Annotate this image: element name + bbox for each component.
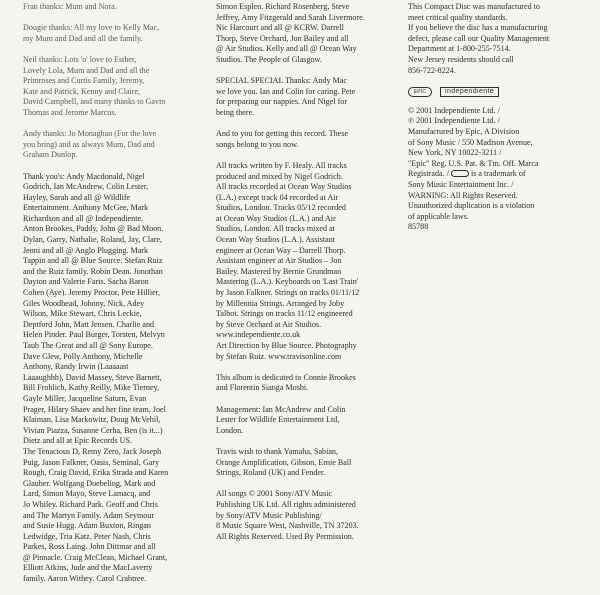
thank-yous-continued: Simon Esplen. Richard Rosenberg, Steve Jeffrey, Amy Fitzgerald and Sarah Livermore. Nic Harcourt and all @ KCRW. Darrell Thorp, Steve Orchard, Jon Bailey and all @ Air Studios. Kelly and all @ Ocean Way Studios. The People of Glasgow. [216,2,365,64]
production-credits: All tracks written by F. Healy. All tracks produced and mixed by Nigel Godrich. All tracks recorded at Ocean Way Studios (L.A.) except track 04 recorded at Air Studios, London. Tracks 05/12 recorded at Ocean Way Studios (L.A.) and Air Studios, London. All tracks mixed at Ocean Way Studios (L.A.). Assistant engineer at Ocean Way – Darrell Thorp. Assistant engineer at Air Studios – Jon Bailey. Mastered by Bernie Grundman Mastering (L.A.). Keyboards on 'Last Train' by Jason Falkner. Strings on tracks 01/11/12 by Millennia Strings. Arranged by Joby Talbot. Strings on tracks 11/12 engineered by Steve Orchard at Air Studios. www.independiente.co.uk Art Direction by Blue Source. Photography by Stefan Ruiz. www.travisonline.com [216,160,360,361]
neil-thanks: Neil thanks: Lots 'o' love to Esther, Lovely Lola, Mum and Dad and all the Primroses and Curtis Family, Jeremy, Kate and Patrick, Kenny and Claire, David Campbell, and many thanks to Gavin Thomas and Jerome Marcus. [23,54,166,117]
fran-thanks: Fran thanks: Mum and Nora. [23,2,117,11]
quality-notice: This Compact Disc was manufactured to meet critical quality standards. If you believe the disc has a manufacturing defect, please call our Quality Management Department at 1-800-255-7514. New Jersey residents should call 856-722-8224. [408,2,550,75]
independiente-logo: independiente [440,87,499,97]
column-right [408,2,584,243]
column-middle [216,2,398,553]
management-credit: Management: Ian McAndrew and Colin Lester for Wildlife Entertainment Ltd, London. [216,404,346,435]
epic-logo: EPIC [408,87,432,97]
copyright-text: © 2001 Independiente Ltd. / ℗ 2001 Independiente Ltd. / Manufactured by Epic, A Division of Sony Music / 550 Madison Avenue, New York, NY 10022-3211 / "Epic" Reg. U.S. Pat. & Tm. Off. Marca Registrada. / [408,105,539,179]
general-thank-yous: Thank you's: Andy Macdonald, Nigel Godrich, Ian McAndrew, Colin Lester, Hayley, Sarah and all @ Wildlife Entertainment. Anthony McGee, Mark Richardson and all @ Independiente. Anton Brookes, Paddy, John @ Bad Moon. Dylan, Garry, Nathalie, Roland, Jay, Clare, Jenni and all @ Anglo Plugging. Mark Tappin and all @ Blue Source. Stefan Ruiz and the Ruiz family. Robin Dean. Jonothan Dayton and Valerie Faris. Sacha Baron Cohen (Aye). Jeremy Proctor, Pete Hillier, Giles Woodhead, Johnny, Nick, Adey Wilson, Mike Stewart, Chris Leckie, Deptford John, Matt Jensen. Charlie and Helen Pinder. Paul Burger, Torsten, Melvyn Taub The Great and all @ Sony Europe. Dave Glew, Polly Anthony, Michelle Anthony, Randy Irwin (Laaaaast Laaaughhh), David Massey, Steve Barnett, Bill Frohlich, Kathy Reilly, Mike Tierney, Gayle Miller, Jacqueline Saturn, Evan Prager, Hilary Shaev and her fine team, Joel Klaiman, Lisa Markowitz, Doug McVehil, Vivian Piazza, Susanne Cerha, Ben (is it...) Dietz and all at Epic Records US. The Tenacious D, Remy Zero, Jack Joseph Puig, Jason Falkner, Oasis, Seminal, Gary Rough, Craig David, Erika Strada and Karen Glauber. Wolfgang Doebeling, Mark and Lard, Simon Mayo, Steve Lamacq, and Jo Whiley. Richard Park. Geoff and Chris and The Martyn Family. Adam Seymour and Susie Hugg. Adam Buxton, Ringan Ledwidge, Tria Katz. Peter Nash, Chris Parkes, Ross Laing. John Dittmar and all @ Pinnacle. Craig McClean, Michael Grant, Elliott Atkins, Jude and the MacLaverty family. Aaron Withey. Carol Crabtree. [23,171,169,584]
label-logos [408,87,584,97]
epic-trademark-icon [451,170,469,177]
column-left [23,2,205,595]
equipment-thanks: Travis wish to thank Yamaha, Sabian, Orange Amplification, Gibson, Ernie Ball Strings, Roland (UK) and Fender. [216,446,352,478]
trademark-text: is a trademark of Sony Music Entertainment Inc. / WARNING: All Rights Reserved. Unauthorized duplication is a violation of applicable laws. 85788 [408,169,535,232]
dougie-thanks: Dougie thanks: All my love to Kelly Mac, my Mum and Dad and all the family. [23,23,160,43]
special-thanks: SPECIAL SPECIAL Thanks: Andy Mac we love you. Ian and Colin for caring. Pete for preparing our nappies. And Nigel for being there. [216,76,356,117]
copyright-notice [408,106,584,233]
publishing-notice: All songs © 2001 Sony/ATV Music Publishing UK Ltd. All rights administered by Sony/ATV Music Publishing/ 8 Music Square West, Nashville, TN 37203. All Rights Reserved. Used By Permission. [216,489,359,541]
andy-thanks: Andy thanks: Jo Monaghan (For the love you bring) and as always Mum, Dad and Graham Dunlop. [23,129,157,160]
album-dedication: This album is dedicated to Connie Brookes and Florentin Sianga Moshi. [216,372,356,393]
dedication-to-listener: And to you for getting this record. These songs belong to you now. [216,129,349,149]
